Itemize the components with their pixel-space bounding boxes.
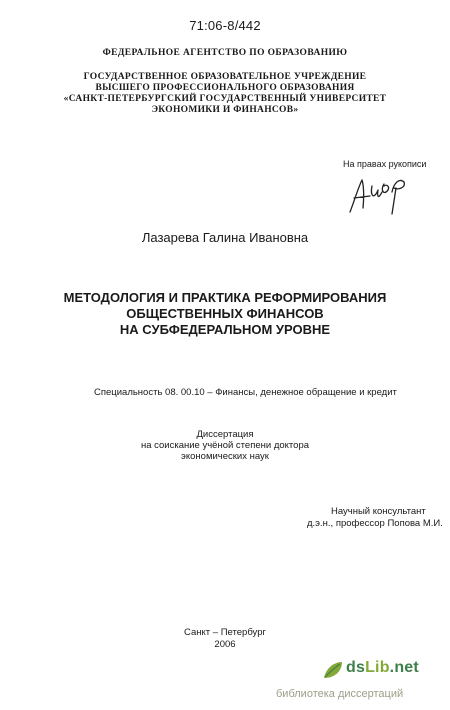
- brand-prefix: ds: [346, 659, 366, 676]
- degree-line: на соискание учёной степени доктора: [140, 440, 310, 451]
- watermark-brand: [346, 659, 419, 677]
- degree-line: экономических наук: [181, 451, 269, 462]
- institution-line: «САНКТ-ПЕТЕРБУРГСКИЙ ГОСУДАРСТВЕННЫЙ УНИВЕРСИТЕТ: [63, 94, 387, 104]
- title-line: НА СУБФЕДЕРАЛЬНОМ УРОВНЕ: [119, 322, 331, 337]
- institution-name: [30, 72, 420, 116]
- degree-line: Диссертация: [196, 429, 254, 440]
- institution-line: ЭКОНОМИКИ И ФИНАНСОВ»: [151, 105, 299, 115]
- agency-name: ФЕДЕРАЛЬНОЕ АГЕНТСТВО ПО ОБРАЗОВАНИЮ: [102, 48, 348, 58]
- title-line: МЕТОДОЛОГИЯ И ПРАКТИКА РЕФОРМИРОВАНИЯ: [63, 290, 387, 305]
- dissertation-title: [30, 290, 420, 338]
- manuscript-rights-note: На правах рукописи: [343, 159, 427, 169]
- handwritten-signature: [344, 172, 414, 216]
- title-line: ОБЩЕСТВЕННЫХ ФИНАНСОВ: [126, 306, 324, 321]
- dslib-watermark[interactable]: [276, 658, 446, 704]
- year: 2006: [214, 639, 236, 650]
- brand-lib: Lib: [365, 659, 390, 676]
- consultant-name: д.э.н., профессор Попова М.И.: [307, 518, 443, 529]
- catalog-code: 71:06-8/442: [189, 18, 261, 33]
- institution-line: ВЫСШЕГО ПРОФЕССИОНАЛЬНОГО ОБРАЗОВАНИЯ: [95, 83, 355, 93]
- city: Санкт – Петербург: [184, 627, 266, 638]
- watermark-subtitle: библиотека диссертаций: [276, 688, 404, 700]
- specialty-code: Специальность 08. 00.10 – Финансы, денежное обращение и кредит: [94, 387, 397, 398]
- consultant-label: Научный консультант: [331, 506, 426, 517]
- institution-line: ГОСУДАРСТВЕННОЕ ОБРАЗОВАТЕЛЬНОЕ УЧРЕЖДЕНИЕ: [83, 72, 367, 82]
- leaf-logo-icon: [322, 660, 344, 680]
- place-and-year: [0, 627, 450, 651]
- brand-suffix: .net: [389, 659, 419, 676]
- degree-statement: [0, 429, 450, 462]
- author-name: Лазарева Галина Ивановна: [141, 230, 309, 245]
